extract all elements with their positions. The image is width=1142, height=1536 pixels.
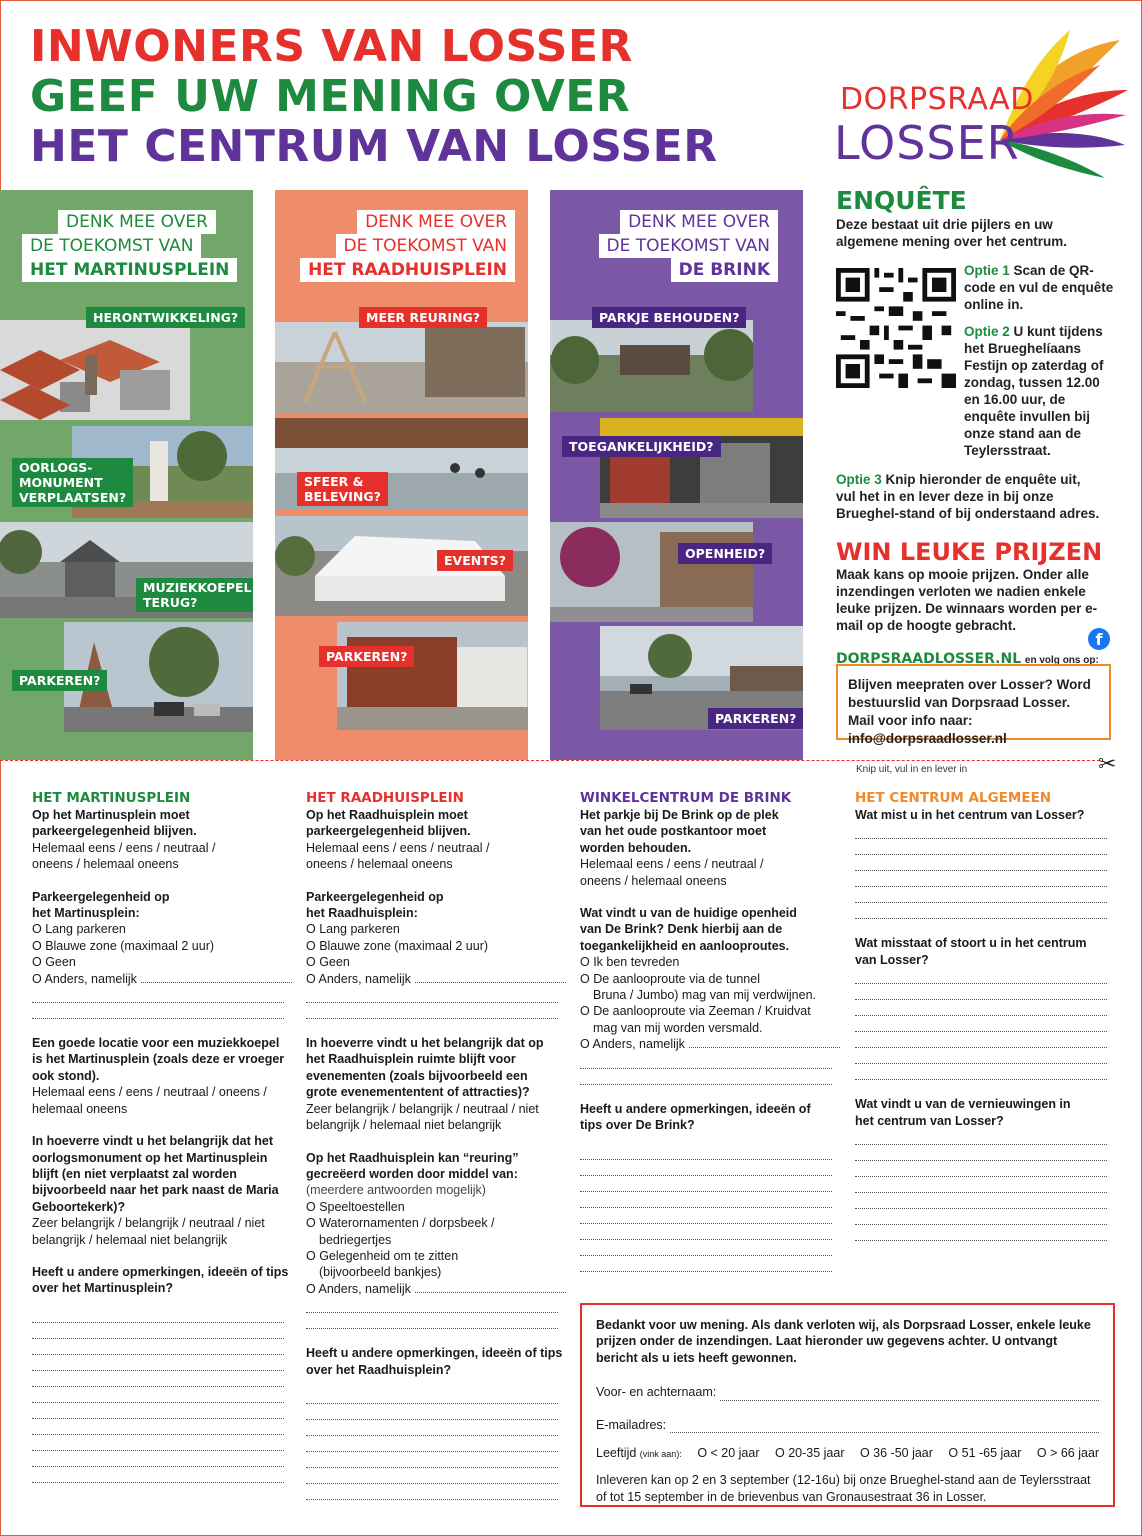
photo-playground — [275, 322, 528, 414]
answer-scale[interactable]: Helemaal eens / eens / neutraal / oneens / helemaal oneens — [32, 840, 216, 872]
checkbox-option-other[interactable] — [580, 1036, 840, 1052]
answer-line[interactable] — [855, 1145, 1107, 1161]
checkbox-option[interactable]: O Blauwe zone (maximaal 2 uur) — [306, 938, 489, 953]
checkbox-option-other[interactable] — [306, 971, 566, 987]
cut-note: Knip uit, vul in en lever in — [856, 764, 968, 775]
option-text: Scan de QR-code en vul de enquête online in. — [964, 263, 1114, 312]
question: Parkeergelegenheid op het Martinusplein: — [32, 889, 170, 921]
answer-line[interactable] — [32, 1419, 284, 1435]
answer-line[interactable] — [306, 987, 558, 1003]
follow-text: en volg ons op: — [1024, 655, 1099, 666]
option-1 — [964, 262, 1116, 313]
question-note: (meerdere antwoorden mogelijk) — [306, 1183, 486, 1198]
answer-line[interactable] — [32, 1355, 284, 1371]
column-title — [22, 210, 242, 282]
answer-line[interactable] — [306, 1420, 558, 1436]
column-martinusplein — [0, 190, 253, 760]
answer-scale[interactable]: Zeer belangrijk / belangrijk / neutraal / niet belangrijk / helemaal niet belangrijk — [32, 1216, 265, 1247]
answer-line[interactable] — [306, 1003, 558, 1019]
option-label: Optie 2 — [964, 324, 1010, 339]
option-label: O Anders, namelijk — [306, 971, 411, 986]
answer-line[interactable] — [855, 1193, 1107, 1209]
title-line: DENK MEE OVER — [58, 210, 216, 234]
title-line: DENK MEE OVER — [357, 210, 515, 234]
option-3 — [836, 471, 1101, 522]
tag-meer-reuring: MEER REURING? — [359, 307, 487, 328]
answer-line[interactable] — [580, 1256, 832, 1272]
answer-line[interactable] — [855, 823, 1107, 839]
photo-3d-model — [0, 320, 190, 420]
answer-line[interactable] — [306, 1313, 558, 1329]
answer-line[interactable] — [580, 1240, 832, 1256]
question: Wat vindt u van de vernieuwingen in het centrum van Losser? — [855, 1097, 1071, 1128]
checkbox-option-other[interactable] — [306, 1281, 566, 1297]
answer-line[interactable] — [855, 1177, 1107, 1193]
age-option[interactable]: O > 66 jaar — [1036, 1446, 1100, 1461]
answer-line[interactable] — [306, 1452, 558, 1468]
headline — [30, 22, 718, 172]
enquete-section — [836, 186, 1126, 669]
field-label: Voor- en achternaam: — [596, 1385, 717, 1400]
checkbox-option[interactable]: O Blauwe zone (maximaal 2 uur) — [32, 938, 215, 953]
questions-centrum-algemeen — [855, 790, 1115, 1241]
section-heading: HET MARTINUSPLEIN — [32, 790, 191, 806]
question: Het parkje bij De Brink op de plek van het oude postkantoor moet worden behouden. — [580, 808, 779, 855]
answer-line[interactable] — [32, 1387, 284, 1403]
tag-oorlogsmonument: OORLOGS- MONUMENT VERPLAATSEN? — [12, 458, 133, 507]
questions-raadhuisplein — [306, 790, 566, 1500]
answer-line[interactable] — [855, 1225, 1107, 1241]
answer-line[interactable] — [855, 1129, 1107, 1145]
option-continuation: mag van mij worden versmald. — [593, 1020, 763, 1035]
answer-line[interactable] — [855, 1016, 1107, 1032]
age-option[interactable]: O 36 -50 jaar — [859, 1446, 933, 1461]
section-heading: HET RAADHUISPLEIN — [306, 790, 464, 806]
title-line: HET RAADHUISPLEIN — [300, 258, 515, 282]
info-box: Blijven meepraten over Losser? Word bestuurslid van Dorpsraad Losser. Mail voor info naar: info@dorpsraadlosser.nl — [836, 664, 1111, 740]
checkbox-option[interactable]: O De aanlooproute via Zeeman / Kruidvat — [580, 1004, 811, 1019]
title-line: DE TOEKOMST VAN — [599, 234, 778, 258]
age-row — [596, 1445, 1099, 1462]
answer-line[interactable] — [306, 1388, 558, 1404]
section-heading: HET CENTRUM ALGEMEEN — [855, 790, 1052, 806]
checkbox-option[interactable]: O Ik ben tevreden — [580, 955, 680, 970]
option-label: Optie 1 — [964, 263, 1010, 278]
answer-line[interactable] — [855, 903, 1107, 919]
title-line: DE TOEKOMST VAN — [336, 234, 515, 258]
checkbox-option[interactable]: O Geen — [32, 955, 76, 970]
age-label: Leeftijd — [596, 1446, 637, 1461]
column-title — [560, 210, 778, 282]
answer-line[interactable] — [855, 887, 1107, 903]
answer-line[interactable] — [855, 968, 1107, 984]
name-input[interactable] — [720, 1389, 1099, 1401]
answer-line[interactable] — [306, 1297, 558, 1313]
logo-text-top: DORPSRAAD — [840, 82, 1034, 117]
win-text: Maak kans op mooie prijzen. Onder alle inzendingen verloten we nadien enkele leuke prijzen. De winnaars worden per e-mail op de hoogte gebracht. — [836, 567, 1098, 633]
title-line: DENK MEE OVER — [620, 210, 778, 234]
question: Wat vindt u van de huidige openheid van De Brink? Denk hierbij aan de toegankelijkheid en aanlooproutes. — [580, 906, 797, 953]
answer-scale[interactable]: Helemaal eens / eens / neutraal / oneens / helemaal oneens — [580, 857, 764, 888]
option-label: O Anders, namelijk — [580, 1037, 685, 1052]
age-option[interactable]: O 20-35 jaar — [775, 1446, 845, 1461]
answer-line[interactable] — [306, 1404, 558, 1420]
headline-line-2: GEEF UW MENING OVER — [30, 71, 631, 122]
question: In hoeverre vindt u het belangrijk dat het oorlogsmonument op het Martinusplein blijft (en niet verplaatst zal worden bijvoorbeeld naar het park naast de Maria Geboortekerk)? — [32, 1134, 279, 1214]
tag-parkeren: PARKEREN? — [12, 670, 107, 691]
answer-line[interactable] — [580, 1176, 832, 1192]
age-option[interactable]: O 51 -65 jaar — [948, 1446, 1022, 1461]
name-field[interactable] — [596, 1384, 1099, 1400]
tag-sfeer-beleving: SFEER & BELEVING? — [297, 472, 388, 506]
section-heading: WINKELCENTRUM DE BRINK — [580, 790, 792, 806]
photo-tunnel — [600, 418, 803, 518]
option-label: O Anders, namelijk — [32, 971, 137, 986]
tag-openheid: OPENHEID? — [678, 543, 772, 564]
headline-line-3: HET CENTRUM VAN LOSSER — [30, 121, 718, 172]
column-raadhuisplein — [275, 190, 528, 760]
option-label: O Anders, namelijk — [306, 1281, 411, 1296]
enquete-title: ENQUÊTE — [836, 186, 967, 215]
checkbox-option[interactable]: O Waterornamenten / dorpsbeek / bedriegertjes — [306, 1216, 495, 1247]
website-link[interactable]: DORPSRAADLOSSER.NL — [836, 651, 1022, 667]
answer-line[interactable] — [855, 1000, 1107, 1016]
answer-scale[interactable]: Helemaal eens / eens / neutraal / oneens / helemaal oneens — [32, 1085, 267, 1116]
title-line: DE BRINK — [671, 258, 778, 282]
contact-form-box — [580, 1303, 1115, 1507]
answer-scale[interactable]: Helemaal eens / eens / neutraal / oneens / helemaal oneens — [306, 840, 490, 872]
checkbox-option-other[interactable] — [32, 971, 292, 987]
answer-line[interactable] — [580, 1192, 832, 1208]
answer-line[interactable] — [580, 1053, 832, 1069]
title-line: HET MARTINUSPLEIN — [22, 258, 237, 282]
answer-line[interactable] — [32, 1307, 284, 1323]
field-label: E-mailadres: — [596, 1417, 667, 1432]
tag-muziekkoepel: MUZIEKKOEPEL TERUG? — [136, 578, 253, 612]
question: Op het Raadhuisplein moet parkeergelegenheid blijven. — [306, 808, 471, 839]
checkbox-option[interactable]: O Lang parkeren — [32, 922, 126, 937]
questions-de-brink — [580, 790, 840, 1272]
logo-text-bottom: LOSSER — [834, 116, 1020, 170]
answer-line[interactable] — [32, 987, 284, 1003]
age-option[interactable]: O < 20 jaar — [697, 1446, 760, 1461]
tag-parkeren: PARKEREN? — [708, 708, 803, 729]
delivery-info: Inleveren kan op 2 en 3 september (12-16u) bij onze Brueghel-stand aan de Teylersstraat of tot 15 september in de brievenbus van Gronausestraat 36 in Losser. — [596, 1473, 1091, 1504]
question: In hoeverre vindt u het belangrijk dat op het Raadhuisplein ruimte blijft voor evenementen (zoals bijvoorbeeld een grote evenemententent of attracties)? — [306, 1036, 544, 1100]
answer-line[interactable] — [580, 1144, 832, 1160]
answer-line[interactable] — [855, 1064, 1107, 1080]
qr-code-icon[interactable] — [836, 268, 956, 388]
tag-parkje-behouden: PARKJE BEHOUDEN? — [592, 307, 746, 328]
checkbox-option[interactable]: O Speeltoestellen — [306, 1199, 405, 1214]
answer-line[interactable] — [32, 1323, 284, 1339]
option-text: Knip hieronder de enquête uit, vul het in en lever deze in bij onze Brueghel-stand of bij onderstaand adres. — [836, 472, 1100, 521]
answer-line[interactable] — [32, 1403, 284, 1419]
answer-line[interactable] — [32, 1435, 284, 1451]
answer-line[interactable] — [580, 1208, 832, 1224]
answer-line[interactable] — [855, 871, 1107, 887]
answer-line[interactable] — [32, 1339, 284, 1355]
checkbox-option[interactable]: O Geen — [306, 955, 350, 970]
question: Wat mist u in het centrum van Losser? — [855, 808, 1085, 822]
answer-line[interactable] — [855, 1161, 1107, 1177]
question: Wat misstaat of stoort u in het centrum van Losser? — [855, 936, 1087, 967]
answer-line[interactable] — [32, 1003, 284, 1019]
option-continuation: Bruna / Jumbo) mag van mij verdwijnen. — [593, 988, 817, 1003]
answer-line[interactable] — [306, 1484, 558, 1500]
photo-town-hall — [337, 622, 528, 730]
photo-shopping-street — [550, 522, 753, 622]
enquete-intro: Deze bestaat uit drie pijlers en uw algemene mening over het centrum. — [836, 217, 1068, 249]
question: Heeft u andere opmerkingen, ideeën of tips over het Martinusplein? — [32, 1264, 289, 1296]
answer-scale[interactable]: Zeer belangrijk / belangrijk / neutraal / niet belangrijk / helemaal niet belangrijk — [306, 1101, 539, 1133]
question: Heeft u andere opmerkingen, ideeën of tips over De Brink? — [580, 1101, 811, 1133]
dorpsraad-logo — [830, 30, 1130, 180]
cut-line — [0, 760, 1100, 761]
question: Parkeergelegenheid op het Raadhuisplein: — [306, 889, 444, 921]
headline-line-1: INWONERS VAN LOSSER — [30, 21, 633, 72]
questions-martinusplein — [32, 790, 292, 1483]
email-field[interactable] — [596, 1417, 1099, 1433]
answer-line[interactable] — [32, 1467, 284, 1483]
answer-line[interactable] — [580, 1069, 832, 1085]
answer-line[interactable] — [306, 1468, 558, 1484]
tag-toegankelijkheid: TOEGANKELIJKHEID? — [562, 436, 721, 457]
answer-line[interactable] — [306, 1436, 558, 1452]
option-text: U kunt tijdens het Brueghelíaans Festijn op zaterdag of zondag, tussen 12.00 en 16.00 uur, de enquête invullen bij onze stand aan de Teylersstraat. — [964, 324, 1104, 458]
age-note: (vink aan): — [639, 1449, 682, 1460]
answer-line[interactable] — [855, 855, 1107, 871]
scissors-icon: ✂ — [1098, 752, 1117, 777]
option-label: Optie 3 — [836, 472, 882, 487]
checkbox-option[interactable]: O De aanlooproute via de tunnel — [580, 971, 760, 986]
answer-line[interactable] — [855, 1048, 1107, 1064]
facebook-icon[interactable]: f — [1088, 628, 1110, 650]
email-input[interactable] — [670, 1421, 1099, 1433]
answer-line[interactable] — [855, 839, 1107, 855]
column-de-brink — [550, 190, 803, 760]
tag-events: EVENTS? — [437, 550, 513, 571]
question: Een goede locatie voor een muziekkoepel is het Martinusplein (zoals deze er vroeger ook stond). — [32, 1036, 285, 1083]
answer-line[interactable] — [855, 984, 1107, 1000]
answer-line[interactable] — [32, 1451, 284, 1467]
tag-herontwikkeling: HERONTWIKKELING? — [86, 307, 245, 328]
question: Op het Raadhuisplein kan “reuring” gecreëerd worden door middel van: — [306, 1150, 519, 1181]
answer-line[interactable] — [580, 1160, 832, 1176]
checkbox-option[interactable]: O Lang parkeren — [306, 922, 400, 937]
title-line: DE TOEKOMST VAN — [22, 234, 201, 258]
tag-parkeren: PARKEREN? — [319, 646, 414, 667]
answer-line[interactable] — [580, 1224, 832, 1240]
question: Heeft u andere opmerkingen, ideeën of tips over het Raadhuisplein? — [306, 1346, 563, 1377]
checkbox-option[interactable]: O Gelegenheid om te zitten (bijvoorbeeld bankjes) — [306, 1248, 459, 1280]
answer-line[interactable] — [855, 1209, 1107, 1225]
answer-line[interactable] — [855, 1032, 1107, 1048]
question: Op het Martinusplein moet parkeergelegenheid blijven. — [32, 808, 197, 839]
column-title — [285, 210, 515, 282]
photo-parkje — [550, 320, 753, 412]
answer-line[interactable] — [32, 1371, 284, 1387]
thanks-text: Bedankt voor uw mening. Als dank verloten wij, als Dorpsraad Losser, enkele leuke prijzen onder de inzendingen. Laat hieronder uw gegevens achter. U ontvangt bericht als u iets heeft gewonnen. — [596, 1318, 1091, 1365]
win-title: WIN LEUKE PRIJZEN — [836, 538, 1103, 566]
